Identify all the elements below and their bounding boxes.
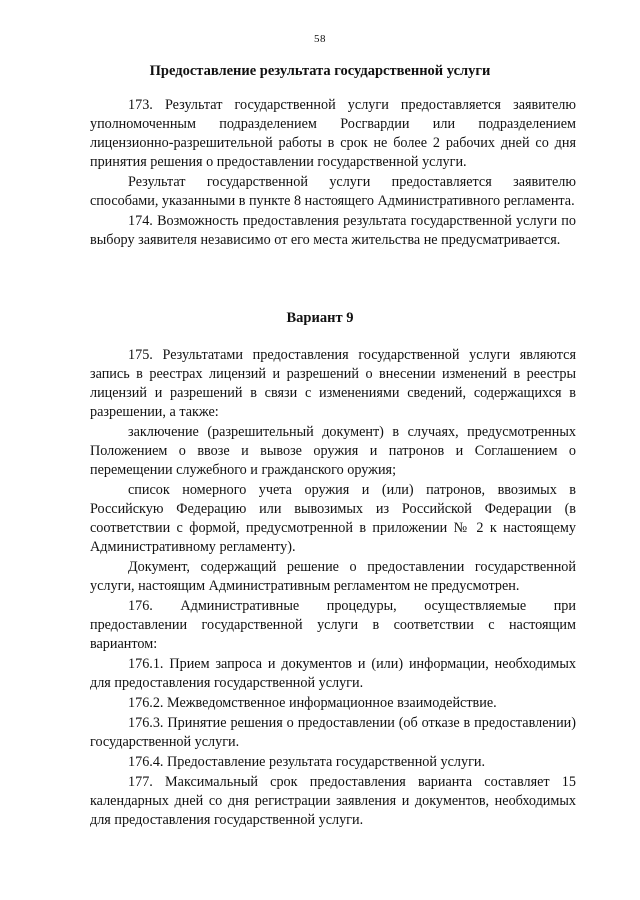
section-title-result: Предоставление результата государственной услуги — [149, 63, 491, 79]
paragraph-173: 173. Результат государственной услуги предоставляется заявителю уполномоченным подразделением Росгвардии или подразделением лицензионно-разрешительной работы в срок не более 2 рабочих дней со дня принятия решения о предоставлении государственной услуги. — [90, 97, 576, 170]
paragraph-decision-document: Документ, содержащий решение о предоставлении государственной услуги, настоящим Административным регламентом не предусмотрен. — [90, 559, 576, 594]
paragraph-176-4: 176.4. Предоставление результата государственной услуги. — [128, 754, 486, 770]
paragraph-conclusion: заключение (разрешительный документ) в случаях, предусмотренных Положением о ввозе и вывозе оружия и патронов и Соглашением о перемещении служебного и гражданского оружия; — [90, 424, 576, 478]
section-result-body — [90, 96, 576, 250]
paragraph-174: 174. Возможность предоставления результата государственной услуги по выбору заявителя независимо от его места жительства не предусматривается. — [90, 213, 576, 248]
paragraph-176-1: 176.1. Прием запроса и документов и (или) информации, необходимых для предоставления государственной услуги. — [90, 656, 576, 691]
paragraph-177: 177. Максимальный срок предоставления варианта составляет 15 календарных дней со дня регистрации заявления и документов, необходимых для предоставления государственной услуги. — [90, 774, 576, 828]
section-variant-body — [90, 346, 576, 830]
paragraph-176: 176. Административные процедуры, осуществляемые при предоставлении государственной услуги в соответствии с настоящим вариантом: — [90, 598, 576, 652]
paragraph-176-2: 176.2. Межведомственное информационное взаимодействие. — [128, 695, 497, 711]
paragraph-result-methods: Результат государственной услуги предоставляется заявителю способами, указанными в пункте 8 настоящего Административного регламента. — [90, 174, 576, 209]
section-title-variant-9: Вариант 9 — [286, 310, 354, 326]
paragraph-175: 175. Результатами предоставления государственной услуги являются запись в реестрах лицензий и разрешений о внесении изменений в реестры лицензий и разрешений в связи с изменениями сведений, содержащихся в разрешении, а также: — [90, 347, 576, 420]
paragraph-176-3: 176.3. Принятие решения о предоставлении (об отказе в предоставлении) государственной услуги. — [90, 715, 576, 750]
page-number: 58 — [314, 33, 326, 45]
paragraph-weapons-list: список номерного учета оружия и (или) патронов, ввозимых в Российскую Федерацию или вывозимых из Российской Федерации (в соответствии с формой, предусмотренной в приложении № 2 к настоящему Административному регламенту). — [90, 482, 576, 555]
